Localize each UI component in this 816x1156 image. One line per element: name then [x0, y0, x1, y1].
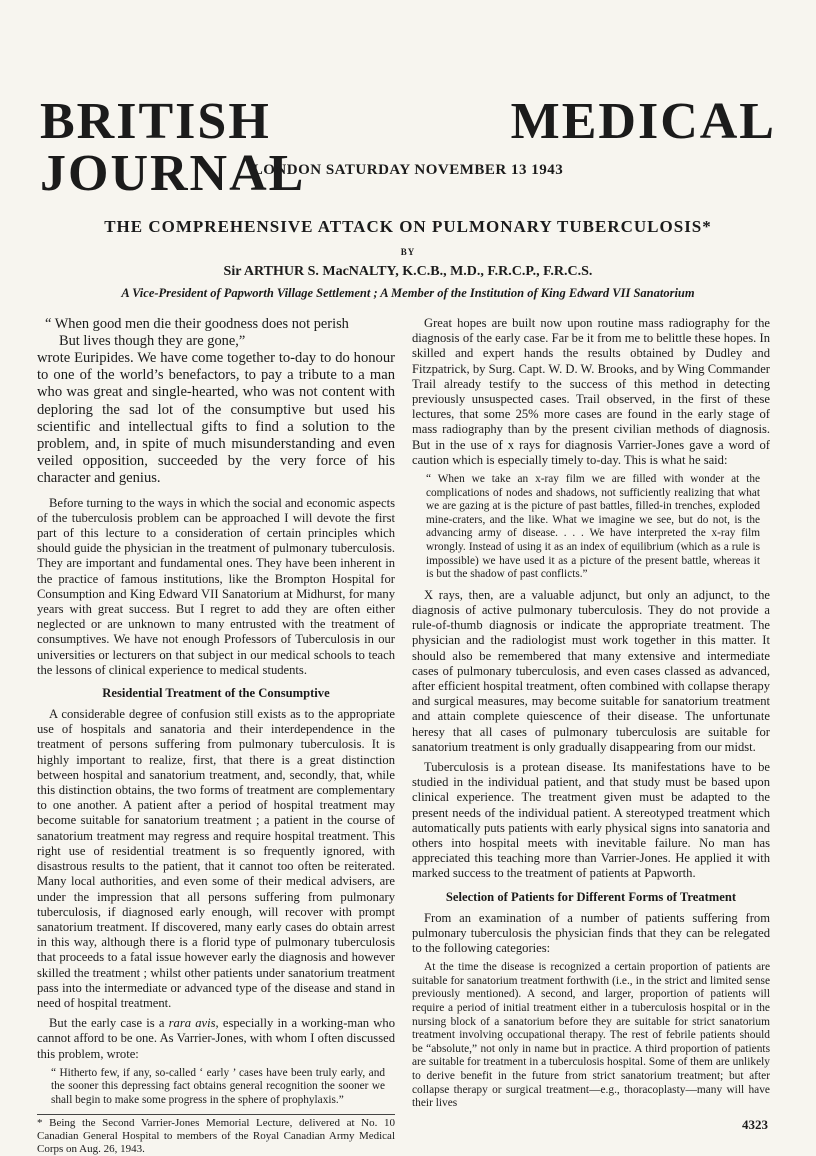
body-paragraph: Before turning to the ways in which the social and economic aspects of the tuberculosis problem can be approached I will devote the first part of this lecture to a consideration of certain principles which should guide the physician in the treatment of pulmonary tuberculosis. They are important and fundamental ones. They have been inherent in the practice of famous institutions, like the Brompton Hospital for Consumption and King Edward VII Sanatorium at Midhurst, for many years with great success. But I regret to add they are often either neglected or are unknown to many entrusted with the treatment of consumptives. We have not enough Professors of Tuberculosis in our universities or lecturers on that subject in our medical schools to teach the lessons of clinical experience to medical students. — [37, 495, 395, 677]
body-text: especially in a working-man who cannot afford to be one. As Varrier-Jones, with whom I often discussed this problem, wrote: — [37, 1016, 395, 1061]
epigraph-line-1: “ When good men die their goodness does not perish — [45, 316, 349, 332]
footnote: * Being the Second Varrier-Jones Memorial Lecture, delivered at No. 10 Canadian General Hospital to members of the Royal Canadian Army Medical Corps on Aug. 26, 1943. — [37, 1114, 395, 1156]
article-title: THE COMPREHENSIVE ATTACK ON PULMONARY TUBERCULOSIS* — [104, 217, 712, 236]
body-paragraph: Great hopes are built now upon routine mass radiography for the diagnosis of the early case. Far be it from me to belittle these hopes. In skilled and expert hands the results obtained by Dudley and Fitzpatrick, by Surg. Capt. W. D. W. Brooks, and by Wing Commander Trail already testify to the success of this method in detecting previously unsuspected cases. Trail observed, in the first of these lectures, that some 25% more cases are found in the early stage of mass radiography than by the present civilian methods of diagnosis. But in the use of x rays for diagnosis Varrier-Jones gave a word of caution which is especially timely to-day. This is what he said: — [412, 316, 770, 467]
body-text: But the early case is a — [49, 1016, 169, 1031]
body-paragraph — [37, 1016, 395, 1062]
author-name: Sir ARTHUR S. MacNALTY, K.C.B., M.D., F.R.C.P., F.R.C.S. — [223, 264, 593, 279]
byline-by: BY — [400, 247, 416, 257]
body-paragraph: X rays, then, are a valuable adjunct, but only an adjunct, to the diagnosis of active pulmonary tuberculosis. They do not provide a rule-of-thumb diagnosis or indicate the appropriate treatment. The physician and the radiologist must work together in this matter. It should also be remembered that many extensive and intermediate cases of pulmonary tuberculosis, and even cases classed as advanced, after efficient hospital treatment, often combined with collapse therapy and surgical measures, may become suitable for sanatorium treatment and attain complete quiescence of their disease. The unfortunate heresy that all cases of pulmonary tuberculosis are suitable for sanatorium treatment is only gradually disappearing from our midst. — [412, 587, 770, 754]
block-quote: “ Hitherto few, if any, so-called ‘ early ’ cases have been truly early, and the sooner this depressing fact obtains general recognition the sooner we shall begin to make some progress in the sphere of prophylaxis.” — [51, 1066, 385, 1106]
author-affiliation: A Vice-President of Papworth Village Settlement ; A Member of the Institution of King Edward VII Sanatorium — [121, 286, 695, 300]
body-paragraph: A considerable degree of confusion still exists as to the appropriate use of hospitals and sanatoria and their interdependence in the treatment of persons suffering from pulmonary tuberculosis. It is highly important to realize, first, that there is a great distinction between hospital and sanatorium treatment, and, secondly, that, while this distinction obtains, the two forms of treatment are complementary to one another. A patient after a period of hospital treatment may become suitable for sanatorium treatment ; a patient in the course of sanatorium treatment may regress and require hospital treatment. This right use of residential treatment is so frequently ignored, with disastrous results to the patient, that it cannot too often be reiterated. Many local authorities, and even some of their medical advisers, are under the impression that all persons suffering from pulmonary tuberculosis, if diagnosed early enough, will recover with prompt sanatorium treatment. If discovered, many early cases do obtain arrest in this way, although there is a florid type of pulmonary tuberculosis that proceeds to a fatal issue however early the diagnosis and however skilled the treatment ; whilst other patients under sanatorium treatment pass into the intermediate or advanced type of the disease and stand in need of hospital treatment. — [37, 707, 395, 1010]
masthead-title: BRITISH MEDICAL JOURNAL — [40, 93, 776, 202]
section-heading: Selection of Patients for Different Forms of Treatment — [445, 889, 737, 904]
italic-text: rara avis, — [168, 1016, 219, 1031]
section-heading: Residential Treatment of the Consumptive — [102, 686, 330, 701]
dateline: LONDON SATURDAY NOVEMBER 13 1943 — [252, 162, 564, 178]
lead-paragraph: wrote Euripides. We have come together to-day to do honour to one of the world’s benefactors, to pay a tribute to a man who was great and single-hearted, who was not content with deploring the sad lot of the consumptive but used his scientific and intellectual gifts to find a solution to the problem, and, in spite of much misunderstanding and even veiled opposition, succeeded by the very force of his character and genius. — [37, 350, 395, 487]
body-paragraph-small: At the time the disease is recognized a certain proportion of patients are suitable for sanatorium treatment forthwith (i.e., in the strict and limited sense previously mentioned). A second, and larger, proportion of patients will require a period of initial treatment either in a tuberculosis hospital or in the nursing block of a sanatorium before they are suitable for strict sanatorium treatment involving occupational therapy. The rest of febrile patients should be “absolute,” not only in name but in practice. A third proportion of patients are suitable for treatment in a tuberculosis hospital. Some of them are unlikely to derive benefit in the future from strict sanatorium treatment; but after collapse therapy or surgical treatment—e.g., thoracoplasty—many will have their lives — [412, 961, 770, 1110]
block-quote: “ When we take an x-ray film we are filled with wonder at the complications of nodes and shadows, not sufficiently realizing that what we are gazing at is the picture of past battles, filled-in trenches, exploded mine-craters, and the like. What we imagine we see, but do not, is the advancing army of disease. . . . We have interpreted the x-ray film wrongly. Instead of using it as an index of equilibrium (which as a rule is impossible) we have used it as a picture of the present battle, whereas it is but the shadow of past conflicts.” — [426, 473, 760, 581]
body-paragraph: Tuberculosis is a protean disease. Its manifestations have to be studied in the individual patient, and that study must be based upon clinical experience. The treatment given must be adapted to the present needs of the individual patient. A stereotyped treatment which automatically puts patients with early physical signs into sanatoria and others into hospital meets with inevitable failure. No man has appreciated this teaching more than Varrier-Jones. He applied it with marked success to the treatment of patients at Papworth. — [412, 760, 770, 881]
page-number: 4323 — [742, 1117, 768, 1132]
left-column — [37, 316, 395, 1155]
body-paragraph: From an examination of a number of patients suffering from pulmonary tuberculosis the physician finds that they can be relegated to the following categories: — [412, 910, 770, 956]
right-column — [412, 316, 770, 1116]
epigraph-line-2: But lives though they are gone,” — [59, 333, 246, 349]
